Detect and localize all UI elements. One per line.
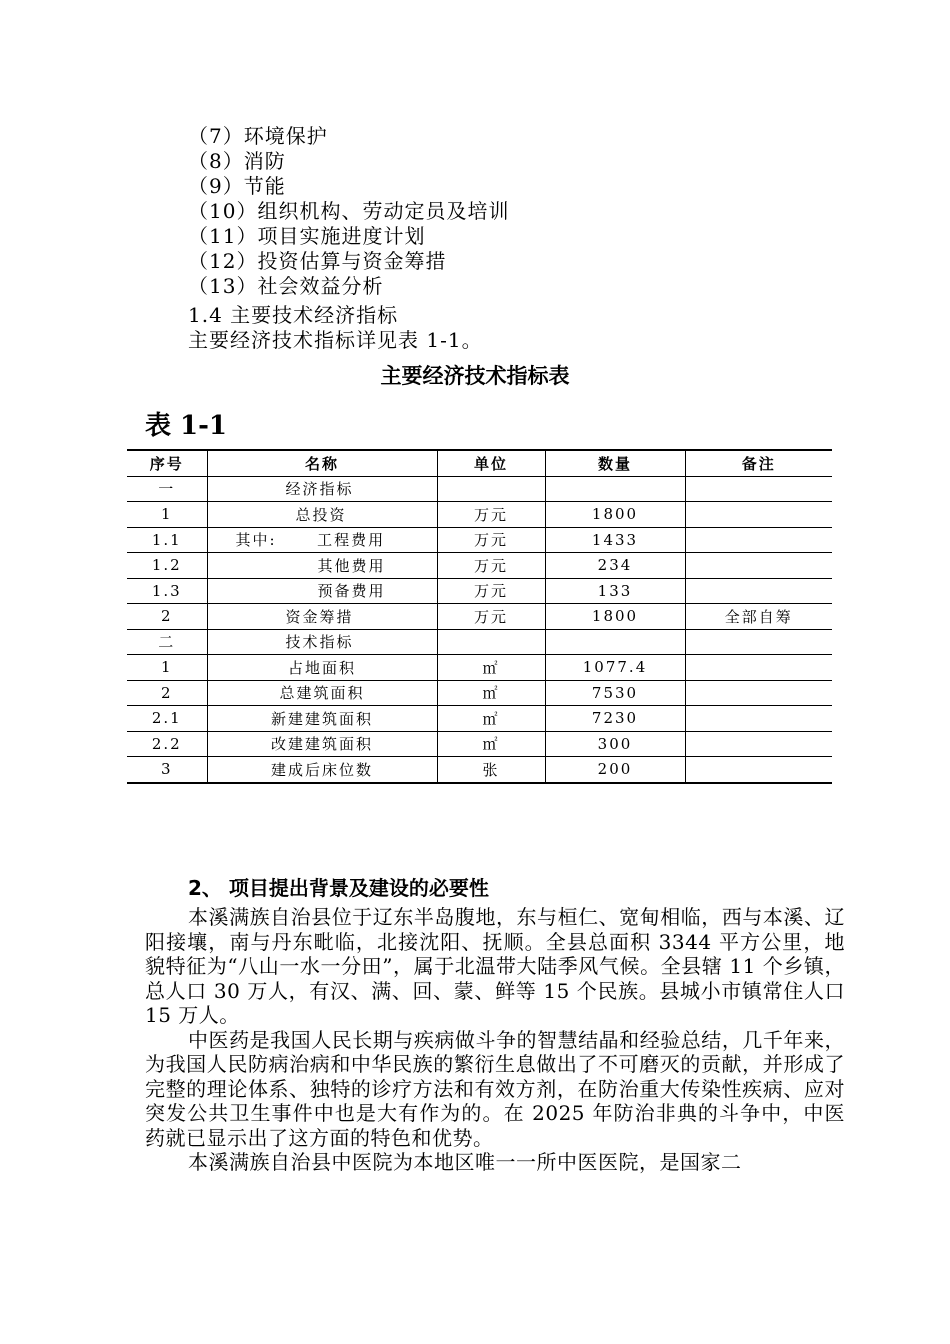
cell-no: 2.1: [127, 706, 207, 732]
cell-note: [685, 706, 832, 732]
cell-qty: 234: [545, 553, 685, 579]
cell-name: 总投资: [207, 502, 437, 528]
header-name: 名称: [207, 450, 437, 476]
cell-name: 新建建筑面积: [207, 706, 437, 732]
cell-unit: [437, 629, 545, 655]
table-header-row: [127, 450, 832, 476]
cell-no: 1.3: [127, 578, 207, 604]
cell-name: 其他费用: [207, 553, 437, 579]
cell-note: [685, 476, 832, 502]
cell-no: 1: [127, 655, 207, 681]
cell-no: 1.1: [127, 527, 207, 553]
section-2-body: [145, 905, 845, 1175]
cell-unit: ㎡: [437, 680, 545, 706]
cell-no: 二: [127, 629, 207, 655]
section-2-heading: 2、 项目提出背景及建设的必要性: [188, 876, 489, 900]
table-label: 表 1-1: [145, 411, 228, 441]
table-row: [127, 757, 832, 783]
cell-qty: 133: [545, 578, 685, 604]
cell-name: 改建建筑面积: [207, 731, 437, 757]
table-row: [127, 527, 832, 553]
paragraph: 本溪满族自治县位于辽东半岛腹地，东与桓仁、宽甸相临，西与本溪、辽阳接壤，南与丹东毗临，北接沈阳、抚顺。全县总面积 3344 平方公里，地貌特征为“八山一水一分田”，属于北温带大陆季风气候。全县辖 11 个乡镇，总人口 30 万人，有汉、满、回、蒙、鲜等 15 个民族。县城小市镇常住人口 15 万人。: [145, 905, 845, 1027]
cell-name: 其中: 工程费用: [207, 527, 437, 553]
list-item: （8）消防: [188, 149, 286, 173]
table-row: [127, 706, 832, 732]
list-item: （9）节能: [188, 174, 286, 198]
cell-qty: 200: [545, 757, 685, 783]
cell-name: 技术指标: [207, 629, 437, 655]
table-row: [127, 553, 832, 579]
cell-note: 全部自筹: [685, 604, 832, 630]
table-row: [127, 680, 832, 706]
cell-qty: [545, 629, 685, 655]
list-item: （7）环境保护: [188, 124, 328, 148]
paragraph: 本溪满族自治县中医院为本地区唯一一所中医医院，是国家二: [188, 1150, 742, 1174]
cell-name: 占地面积: [207, 655, 437, 681]
cell-note: [685, 655, 832, 681]
cell-note: [685, 731, 832, 757]
table-row: [127, 578, 832, 604]
table-row: [127, 476, 832, 502]
cell-qty: 1800: [545, 604, 685, 630]
cell-unit: ㎡: [437, 731, 545, 757]
cell-qty: 7230: [545, 706, 685, 732]
cell-name: 资金筹措: [207, 604, 437, 630]
cell-unit: 万元: [437, 502, 545, 528]
cell-note: [685, 629, 832, 655]
cell-no: 1.2: [127, 553, 207, 579]
cell-note: [685, 578, 832, 604]
cell-unit: 万元: [437, 553, 545, 579]
cell-note: [685, 553, 832, 579]
cell-unit: 万元: [437, 604, 545, 630]
cell-unit: ㎡: [437, 706, 545, 732]
cell-unit: 万元: [437, 527, 545, 553]
cell-no: 2: [127, 680, 207, 706]
cell-name: 预备费用: [207, 578, 437, 604]
table-row: [127, 502, 832, 528]
list-item: （10）组织机构、劳动定员及培训: [188, 199, 510, 223]
section-1-4-intro: 主要经济技术指标详见表 1-1。: [188, 328, 483, 352]
cell-unit: ㎡: [437, 655, 545, 681]
cell-no: 3: [127, 757, 207, 783]
cell-qty: 300: [545, 731, 685, 757]
table-row: [127, 655, 832, 681]
cell-no: 2.2: [127, 731, 207, 757]
cell-qty: 1800: [545, 502, 685, 528]
cell-name: 经济指标: [207, 476, 437, 502]
indicator-table: [127, 449, 832, 784]
table-row: [127, 629, 832, 655]
list-item: （11）项目实施进度计划: [188, 224, 426, 248]
project-content-list: [188, 124, 509, 299]
cell-name: 总建筑面积: [207, 680, 437, 706]
cell-unit: 万元: [437, 578, 545, 604]
cell-unit: 张: [437, 757, 545, 783]
cell-no: 2: [127, 604, 207, 630]
header-no: 序号: [127, 450, 207, 476]
table-title: 主要经济技术指标表: [380, 364, 570, 388]
cell-no: 1: [127, 502, 207, 528]
cell-qty: [545, 476, 685, 502]
list-item: （13）社会效益分析: [188, 274, 384, 298]
cell-no: 一: [127, 476, 207, 502]
cell-note: [685, 757, 832, 783]
table-row: [127, 731, 832, 757]
cell-unit: [437, 476, 545, 502]
table-row: [127, 604, 832, 630]
header-note: 备注: [685, 450, 832, 476]
section-1-4-heading: 1.4 主要技术经济指标: [188, 303, 399, 327]
cell-note: [685, 502, 832, 528]
cell-note: [685, 527, 832, 553]
cell-name: 建成后床位数: [207, 757, 437, 783]
cell-qty: 7530: [545, 680, 685, 706]
cell-note: [685, 680, 832, 706]
list-item: （12）投资估算与资金筹措: [188, 249, 447, 273]
paragraph: 中医药是我国人民长期与疾病做斗争的智慧结晶和经验总结，几千年来，为我国人民防病治病和中华民族的繁衍生息做出了不可磨灭的贡献，并形成了完整的理论体系、独特的诊疗方法和有效方剂，在防治重大传染性疾病、应对突发公共卫生事件中也是大有作为的。在 2025 年防治非典的斗争中，中医药就已显示出了这方面的特色和优势。: [145, 1027, 845, 1150]
header-qty: 数量: [545, 450, 685, 476]
cell-qty: 1433: [545, 527, 685, 553]
header-unit: 单位: [437, 450, 545, 476]
cell-qty: 1077.4: [545, 655, 685, 681]
